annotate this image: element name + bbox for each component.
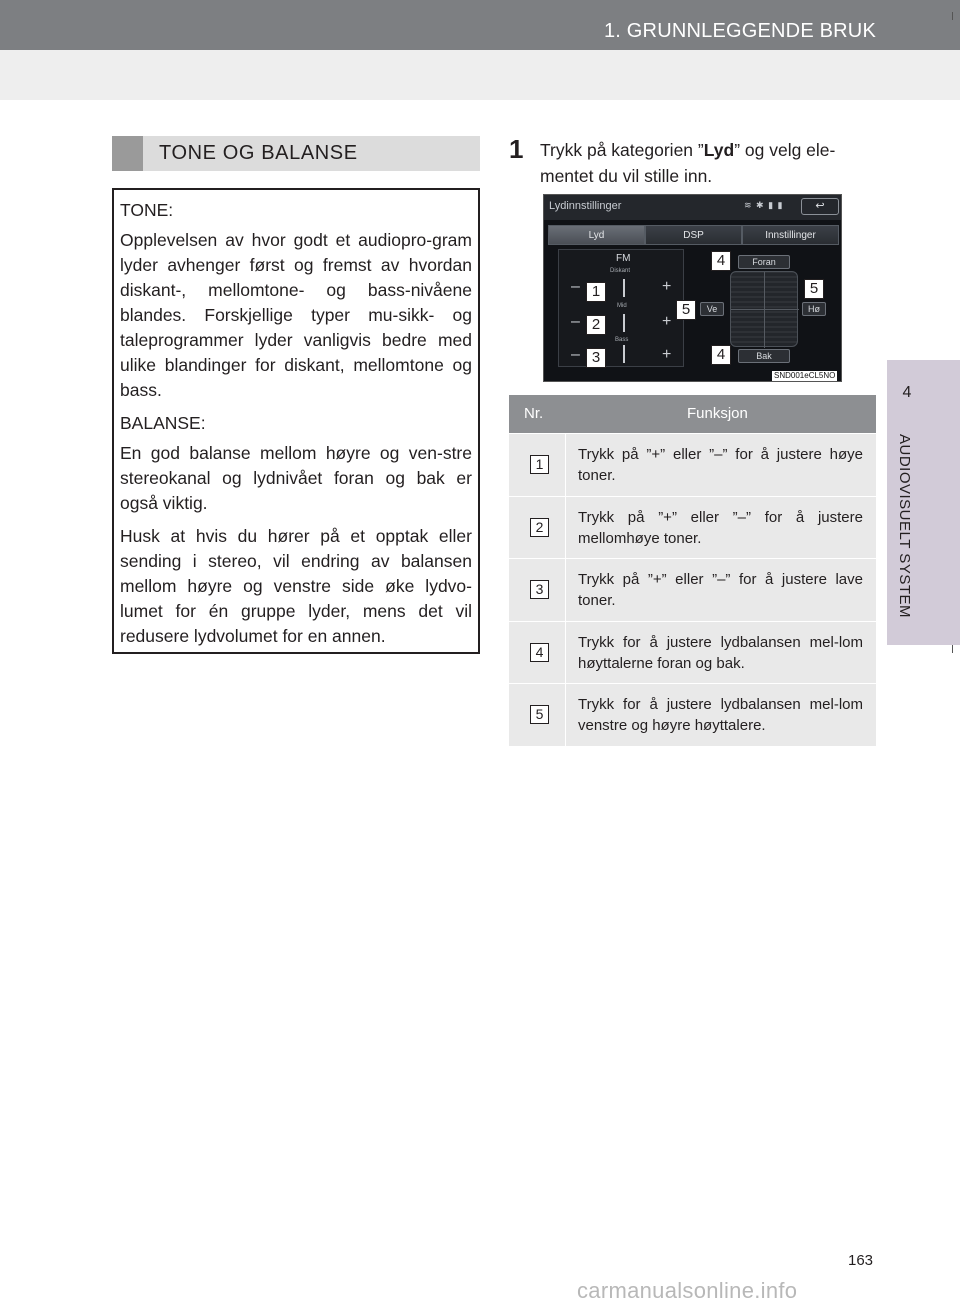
function-table <box>509 395 876 746</box>
step-text-bold: Lyd <box>703 140 735 160</box>
table-row <box>509 433 876 496</box>
balance-axis-horizontal <box>731 309 799 310</box>
bass-label: Bass <box>615 337 629 343</box>
bass-minus-button[interactable]: – <box>571 346 580 363</box>
watermark: carmanualsonline.info <box>577 1278 798 1303</box>
treble-label: Diskant <box>610 268 631 274</box>
table-row <box>509 558 876 621</box>
mid-label: Mid <box>617 303 627 309</box>
callout-5-right: 5 <box>804 279 824 299</box>
chapter-number: 4 <box>902 384 912 401</box>
right-button[interactable]: Hø <box>802 302 826 316</box>
tab-innstillinger[interactable]: Innstillinger <box>742 225 839 245</box>
screen-title: Lydinnstillinger <box>549 200 622 212</box>
bass-plus-button[interactable]: + <box>662 346 672 363</box>
header-funksjon: Funksjon <box>687 405 748 422</box>
step-text-after: ” og velg ele-mentet du vil stille inn. <box>540 140 836 186</box>
row-description: Trykk for å justere lydbalansen mel-lom venstre og høyre høyttalere. <box>578 696 863 734</box>
header-band <box>0 50 960 100</box>
treble-plus-button[interactable]: + <box>662 278 672 295</box>
rear-button[interactable]: Bak <box>738 349 790 363</box>
row-number: 1 <box>530 455 549 474</box>
row-description: Trykk på ”+” eller ”–” for å justere høye toner. <box>578 446 863 484</box>
table-row <box>509 683 876 746</box>
table-row <box>509 621 876 684</box>
heading-marker <box>112 136 143 171</box>
seat-balance-grid[interactable] <box>730 271 798 347</box>
row-description: Trykk på ”+” eller ”–” for å justere mellomhøye toner. <box>578 508 863 547</box>
row-number: 4 <box>530 643 549 662</box>
status-icons: ≋ ✱ ▮ ▮ <box>744 200 784 210</box>
callout-3: 3 <box>586 348 606 368</box>
info-box <box>112 188 480 654</box>
column-divider <box>565 559 566 621</box>
header-bar <box>0 0 960 50</box>
tone-label: TONE: <box>120 200 174 220</box>
edge-tick <box>952 12 953 20</box>
step-text-before: Trykk på kategorien ” <box>540 140 704 160</box>
front-button[interactable]: Foran <box>738 255 790 269</box>
callout-4-top: 4 <box>711 251 731 271</box>
mid-plus-button[interactable]: + <box>662 313 672 330</box>
section-heading <box>112 136 480 171</box>
source-label: FM <box>616 253 631 264</box>
image-code: SND001eCL5NO <box>774 371 836 380</box>
stereo-paragraph: Husk at hvis du hører på et opptak eller sending i stereo, vil endring av balansen mellom høyre og venstre side øke lydvo-lumet for én gruppe lyder, mens det vil redusere lydvolumet for en annen. <box>120 526 472 646</box>
column-divider <box>565 684 566 746</box>
treble-minus-button[interactable]: – <box>571 278 580 295</box>
column-divider <box>565 434 566 496</box>
tab-lyd[interactable]: Lyd <box>548 225 645 245</box>
row-number: 2 <box>530 518 549 537</box>
screen-tabs <box>548 225 839 245</box>
callout-2: 2 <box>586 315 606 335</box>
step-number: 1 <box>509 134 524 164</box>
section-heading-text: TONE OG BALANSE <box>159 142 358 164</box>
header-nr: Nr. <box>524 405 544 422</box>
bass-slider[interactable] <box>623 345 625 363</box>
tone-paragraph: Opplevelsen av hvor godt et audiopro-gram lyder avhenger først og fremst av hvordan diskant-, mellomtone- og bass-nivåene blandes. Forskjellige typer mu-sikk- og taleprogrammer lyder vanligvis bedre med ulike blandinger for diskant, mellomtone og bass. <box>120 230 472 400</box>
balance-paragraph: En god balanse mellom høyre og ven-stre stereokanal og lydnivået foran og bak er også viktig. <box>120 443 472 513</box>
chapter-title: 1. GRUNNLEGGENDE BRUK <box>603 20 876 42</box>
mid-minus-button[interactable]: – <box>571 313 580 330</box>
column-divider <box>565 622 566 684</box>
tab-dsp[interactable]: DSP <box>645 225 742 245</box>
balance-axis-vertical <box>764 272 765 348</box>
table-row <box>509 496 876 559</box>
column-divider <box>565 497 566 559</box>
row-description: Trykk for å justere lydbalansen mel-lom høyttalerne foran og bak. <box>578 633 863 672</box>
mid-slider[interactable] <box>623 314 625 332</box>
left-button[interactable]: Ve <box>700 302 724 316</box>
page-number: 163 <box>848 1252 874 1269</box>
treble-slider[interactable] <box>623 279 625 297</box>
row-description: Trykk på ”+” eller ”–” for å justere lave toner. <box>578 571 863 609</box>
step-text <box>540 137 880 189</box>
callout-4-bottom: 4 <box>711 345 731 365</box>
row-number: 5 <box>530 705 549 724</box>
chapter-side-label: AUDIOVISUELT SYSTEM <box>896 434 913 618</box>
row-number: 3 <box>530 580 549 599</box>
edge-tick <box>952 645 953 653</box>
callout-1: 1 <box>586 282 606 302</box>
table-header <box>509 395 876 433</box>
callout-5-left: 5 <box>676 300 696 320</box>
back-button[interactable]: ↩ <box>801 198 839 215</box>
balance-label: BALANSE: <box>120 413 206 433</box>
